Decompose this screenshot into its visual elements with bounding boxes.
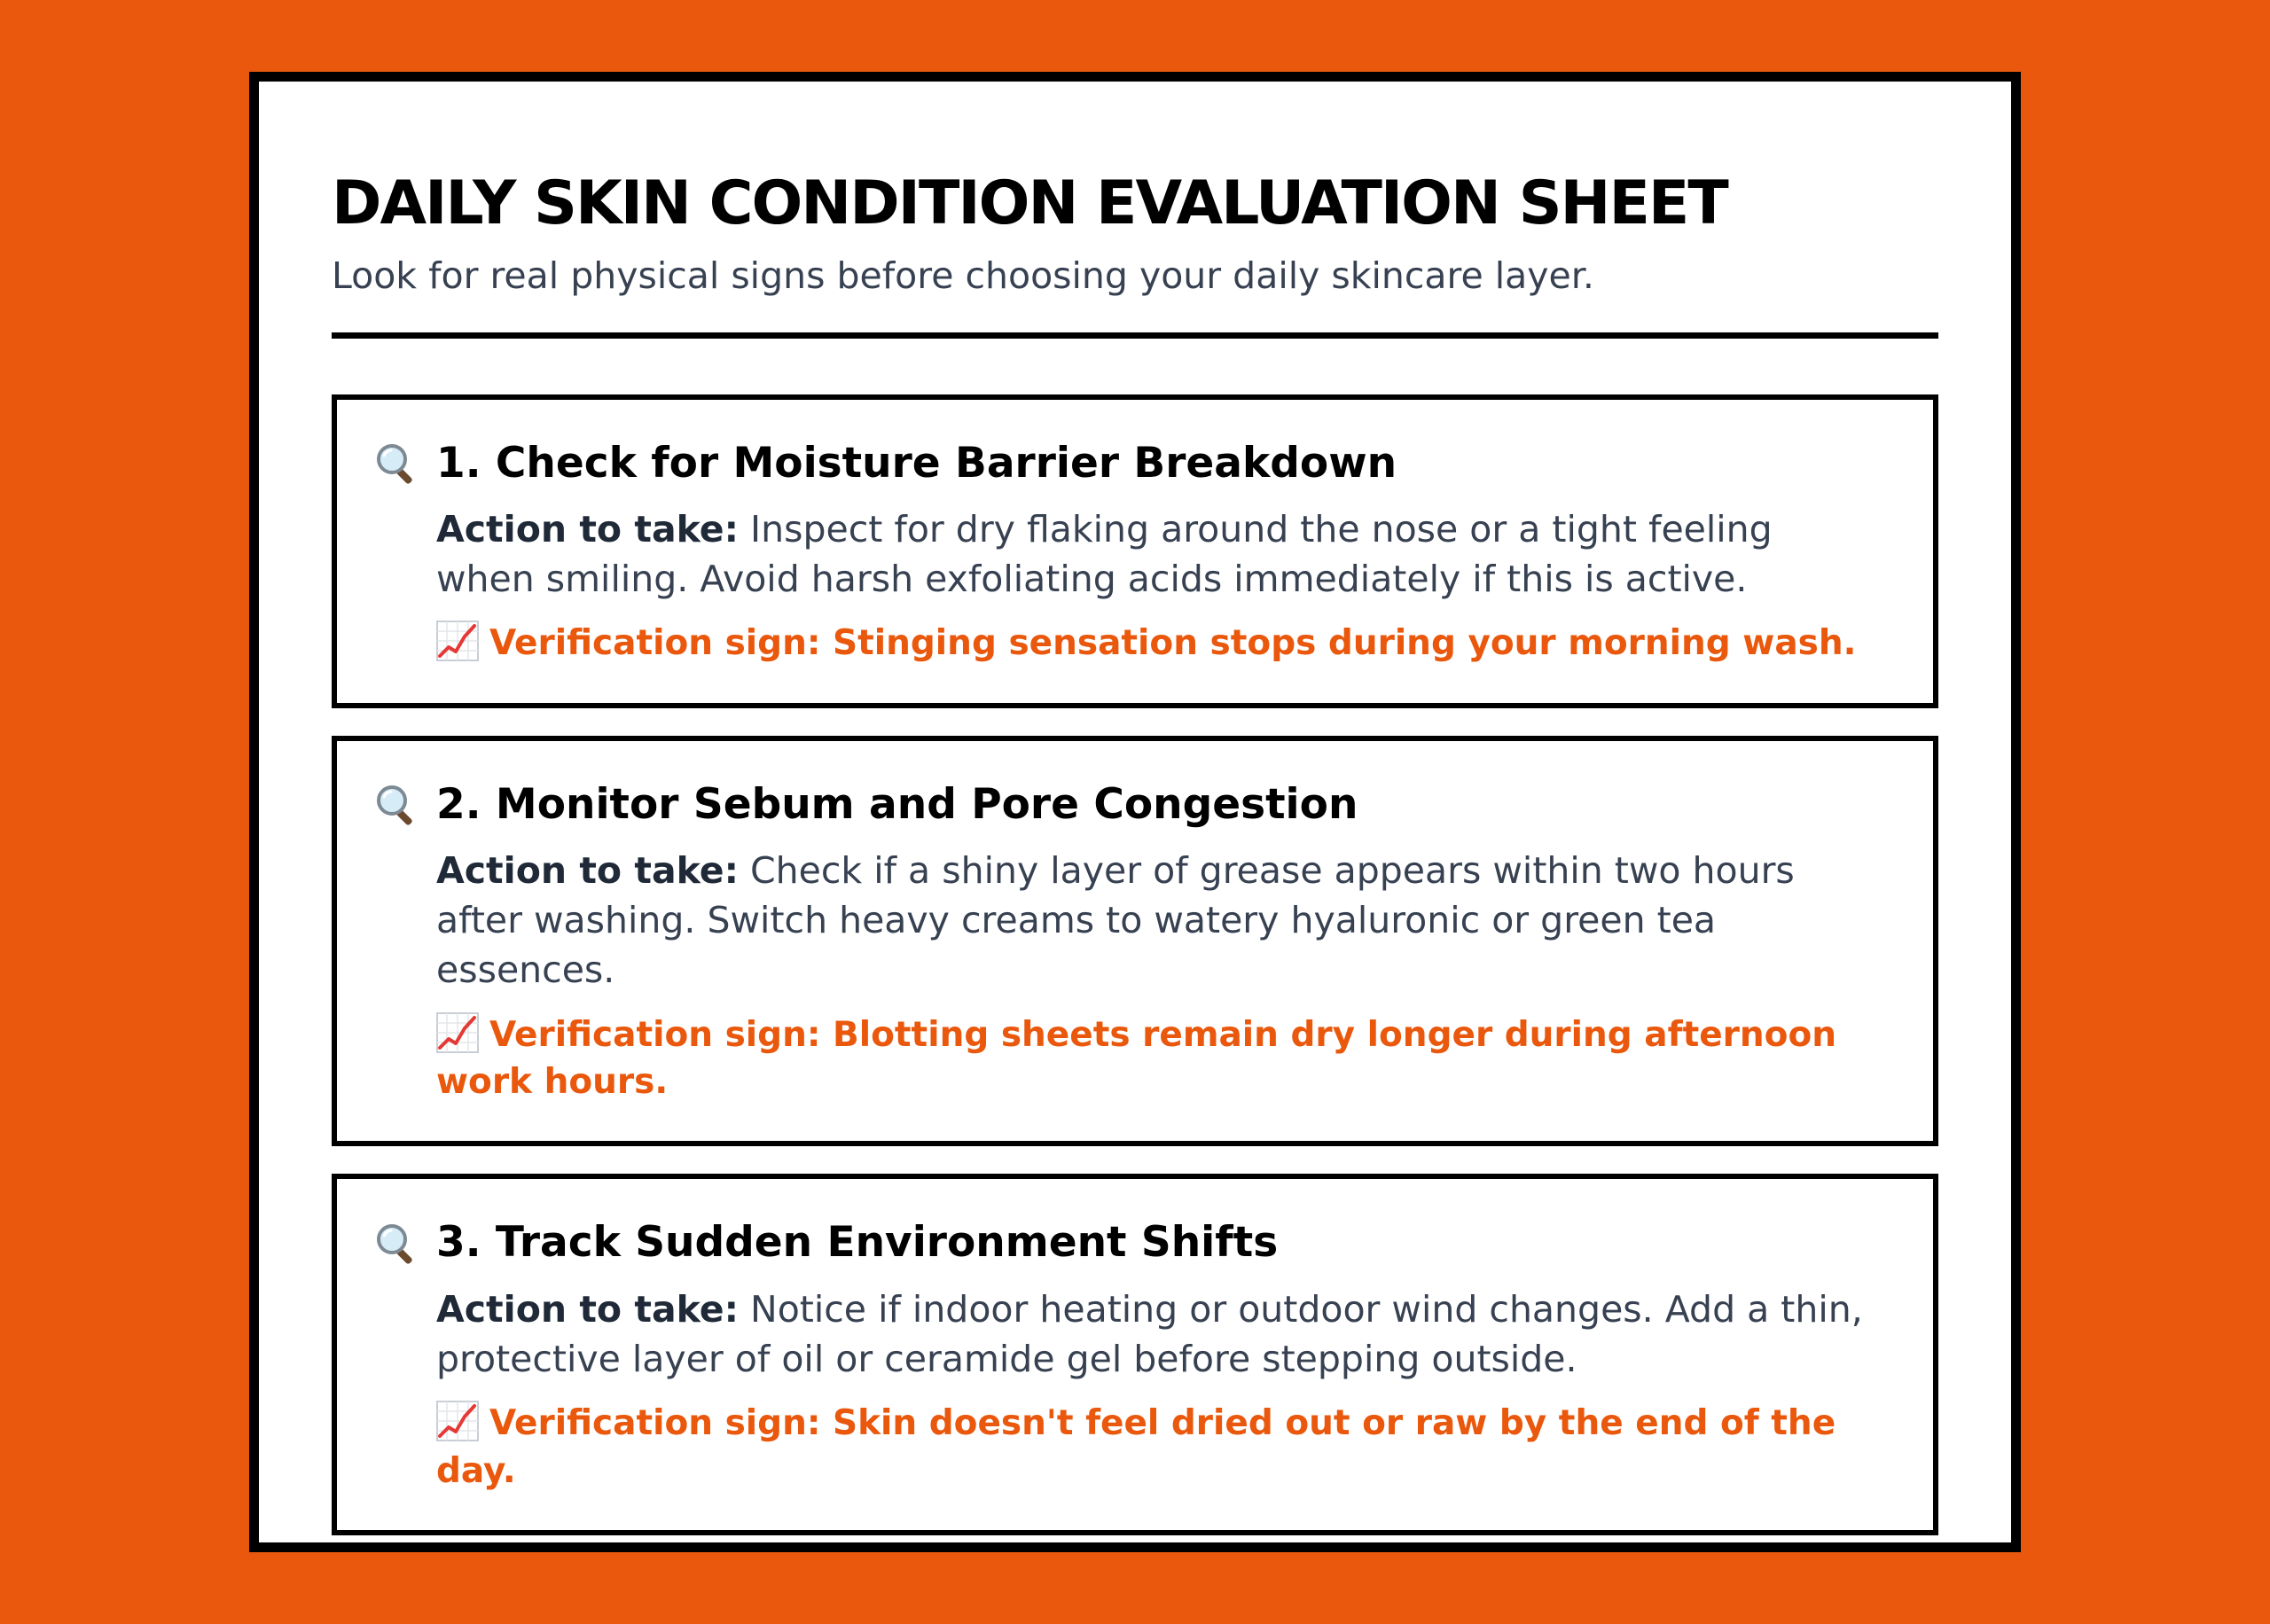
check-card-sebum-congestion bbox=[332, 736, 1938, 1147]
magnifying-glass-icon bbox=[374, 783, 419, 827]
verification-text: Verification sign: Stinging sensation stops during your morning wash. bbox=[489, 623, 1857, 664]
check-card-title: 3. Track Sudden Environment Shifts bbox=[436, 1218, 1279, 1268]
verification-sign bbox=[436, 1400, 1880, 1495]
check-card-action bbox=[436, 1284, 1880, 1384]
check-card-title: 2. Monitor Sebum and Pore Congestion bbox=[436, 779, 1358, 829]
action-text: Notice if indoor heating or outdoor wind changes. Add a thin, protective layer of oil or ceramide gel before stepping outside. bbox=[436, 1287, 1863, 1380]
check-card-header bbox=[374, 1218, 1880, 1268]
action-label: Action to take: bbox=[436, 507, 739, 550]
verification-sign bbox=[436, 620, 1880, 667]
check-card-header bbox=[374, 780, 1880, 830]
chart-increasing-icon bbox=[436, 1401, 479, 1441]
verification-text: Verification sign: Skin doesn't feel dried out or raw by the end of the day. bbox=[436, 1403, 1836, 1491]
page-subtitle: Look for real physical signs before choosing your daily skincare layer. bbox=[332, 254, 1594, 298]
check-card-environment-shifts bbox=[332, 1174, 1938, 1535]
action-label: Action to take: bbox=[436, 849, 739, 893]
action-text: Inspect for dry flaking around the nose or a tight feeling when smiling. Avoid harsh exfoliating acids immediately if this is active. bbox=[436, 507, 1773, 601]
check-card-header bbox=[374, 439, 1880, 488]
check-card-title: 1. Check for Moisture Barrier Breakdown bbox=[436, 438, 1397, 488]
verification-text: Verification sign: Blotting sheets remain dry longer during afternoon work hours. bbox=[436, 1014, 1837, 1102]
chart-increasing-icon bbox=[436, 621, 479, 661]
check-card-action bbox=[436, 504, 1880, 604]
evaluation-sheet bbox=[249, 72, 2021, 1552]
check-card-action bbox=[436, 846, 1880, 995]
title-divider bbox=[332, 332, 1938, 339]
magnifying-glass-icon bbox=[374, 441, 419, 486]
action-text: Check if a shiny layer of grease appears within two hours after washing. Switch heavy creams to watery hyaluronic or green tea essences. bbox=[436, 849, 1795, 992]
page-title: DAILY SKIN CONDITION EVALUATION SHEET bbox=[332, 168, 1727, 238]
chart-increasing-icon bbox=[436, 1012, 479, 1053]
check-card-moisture-barrier bbox=[332, 394, 1938, 708]
action-label: Action to take: bbox=[436, 1287, 739, 1331]
verification-sign bbox=[436, 1011, 1880, 1106]
magnifying-glass-icon bbox=[374, 1222, 419, 1266]
